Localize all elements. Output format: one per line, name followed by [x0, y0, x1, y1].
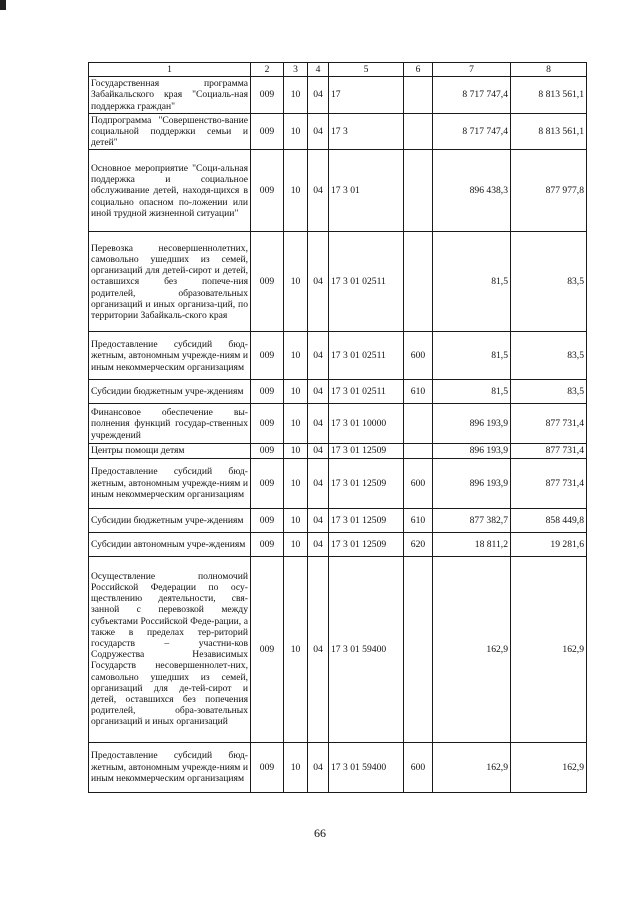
cell-amount-2: 858 449,8	[511, 508, 587, 532]
table-row	[89, 332, 587, 380]
column-header: 5	[329, 63, 404, 77]
table-row	[89, 77, 587, 114]
table-row	[89, 232, 587, 332]
cell-expense-type: 610	[404, 380, 433, 404]
cell-section: 10	[284, 380, 308, 404]
cell-target-article: 17 3 01 02511	[329, 332, 404, 380]
column-header: 3	[284, 63, 308, 77]
cell-amount-1: 896 193,9	[433, 444, 511, 458]
cell-amount-1: 896 193,9	[433, 458, 511, 508]
cell-target-article: 17 3 01 12509	[329, 444, 404, 458]
table-row	[89, 404, 587, 444]
cell-amount-2: 8 813 561,1	[511, 77, 587, 114]
cell-section: 10	[284, 458, 308, 508]
cell-target-article: 17 3 01 12509	[329, 458, 404, 508]
cell-ministry: 009	[251, 232, 284, 332]
cell-section: 10	[284, 508, 308, 532]
cell-target-article: 17 3 01 02511	[329, 380, 404, 404]
cell-amount-2: 162,9	[511, 556, 587, 742]
column-header: 2	[251, 63, 284, 77]
cell-amount-1: 18 811,2	[433, 532, 511, 556]
row-name: Предоставление субсидий бюд-жетным, автономным учрежде-ниям и иным некоммерческим организациям	[89, 742, 251, 792]
row-name: Основное мероприятие "Соци-альная поддержка и социальное обслуживание детей, находя-щихся в социально опасном по-ложении или иной трудной жизненной ситуации"	[89, 150, 251, 232]
cell-subsection: 04	[308, 458, 329, 508]
cell-expense-type: 600	[404, 742, 433, 792]
column-header: 7	[433, 63, 511, 77]
cell-section: 10	[284, 532, 308, 556]
cell-amount-1: 877 382,7	[433, 508, 511, 532]
cell-amount-1: 81,5	[433, 332, 511, 380]
cell-expense-type	[404, 232, 433, 332]
cell-amount-1: 896 438,3	[433, 150, 511, 232]
cell-target-article: 17 3 01 59400	[329, 556, 404, 742]
cell-section: 10	[284, 232, 308, 332]
cell-target-article: 17 3	[329, 113, 404, 150]
cell-subsection: 04	[308, 742, 329, 792]
row-name: Перевозка несовершеннолетних, самовольно ушедших из семей, организаций для детей-сирот и детей, оставшихся без попече-ния родителей, образовательных организаций и иных организа-ций, по территории Забайкаль-ского края	[89, 232, 251, 332]
row-name: Субсидии бюджетным учре-ждениям	[89, 380, 251, 404]
cell-expense-type	[404, 77, 433, 114]
row-name: Субсидии автономным учре-ждениям	[89, 532, 251, 556]
cell-subsection: 04	[308, 232, 329, 332]
cell-subsection: 04	[308, 444, 329, 458]
cell-amount-1: 162,9	[433, 556, 511, 742]
table-row	[89, 458, 587, 508]
cell-ministry: 009	[251, 332, 284, 380]
cell-ministry: 009	[251, 77, 284, 114]
cell-amount-2: 877 731,4	[511, 404, 587, 444]
cell-subsection: 04	[308, 532, 329, 556]
cell-target-article: 17 3 01 12509	[329, 508, 404, 532]
cell-section: 10	[284, 742, 308, 792]
cell-expense-type	[404, 556, 433, 742]
cell-target-article: 17 3 01	[329, 150, 404, 232]
row-name: Предоставление субсидий бюд-жетным, автономным учрежде-ниям и иным некоммерческим организациям	[89, 332, 251, 380]
cell-subsection: 04	[308, 77, 329, 114]
table-row	[89, 556, 587, 742]
cell-section: 10	[284, 444, 308, 458]
cell-amount-2: 19 281,6	[511, 532, 587, 556]
table-row	[89, 380, 587, 404]
row-name: Предоставление субсидий бюд-жетным, автономным учрежде-ниям и иным некоммерческим организациям	[89, 458, 251, 508]
table-row	[89, 113, 587, 150]
cell-amount-2: 83,5	[511, 332, 587, 380]
budget-table	[88, 62, 587, 793]
row-name: Финансовое обеспечение вы-полнения функций государ-ственных учреждений	[89, 404, 251, 444]
row-name: Субсидии бюджетным учре-ждениям	[89, 508, 251, 532]
cell-ministry: 009	[251, 404, 284, 444]
cell-amount-1: 162,9	[433, 742, 511, 792]
cell-amount-2: 83,5	[511, 232, 587, 332]
cell-expense-type: 610	[404, 508, 433, 532]
table-row	[89, 444, 587, 458]
cell-amount-1: 896 193,9	[433, 404, 511, 444]
column-header: 1	[89, 63, 251, 77]
cell-section: 10	[284, 77, 308, 114]
cell-amount-1: 8 717 747,4	[433, 77, 511, 114]
table-header-row	[89, 63, 587, 77]
cell-amount-1: 81,5	[433, 380, 511, 404]
cell-target-article: 17	[329, 77, 404, 114]
table-row	[89, 742, 587, 792]
table-row	[89, 532, 587, 556]
row-name: Государственная программа Забайкальского края "Социаль-ная поддержка граждан"	[89, 77, 251, 114]
cell-ministry: 009	[251, 150, 284, 232]
cell-subsection: 04	[308, 404, 329, 444]
row-name: Центры помощи детям	[89, 444, 251, 458]
cell-amount-2: 8 813 561,1	[511, 113, 587, 150]
cell-amount-2: 162,9	[511, 742, 587, 792]
cell-ministry: 009	[251, 532, 284, 556]
cell-subsection: 04	[308, 150, 329, 232]
cell-subsection: 04	[308, 332, 329, 380]
cell-subsection: 04	[308, 508, 329, 532]
cell-target-article: 17 3 01 59400	[329, 742, 404, 792]
cell-expense-type	[404, 150, 433, 232]
cell-amount-2: 877 731,4	[511, 444, 587, 458]
cell-ministry: 009	[251, 113, 284, 150]
cell-section: 10	[284, 150, 308, 232]
column-header: 6	[404, 63, 433, 77]
cell-amount-2: 877 977,8	[511, 150, 587, 232]
cell-subsection: 04	[308, 380, 329, 404]
cell-amount-1: 81,5	[433, 232, 511, 332]
cell-expense-type: 620	[404, 532, 433, 556]
cell-expense-type: 600	[404, 458, 433, 508]
cell-ministry: 009	[251, 444, 284, 458]
row-name: Осуществление полномочий Российской Федерации по осу-ществлению деятельности, свя-занной с перевозкой между субъектами Российской Феде-рации, а также в пределах тер-риторий государств – участни-ков Содружества Независимых Государств несовершеннолет-них, самовольно ушедших из семей, организаций для де-тей-сирот и детей, оставшихся без попечения родителей, обра-зовательных организаций и иных организаций	[89, 556, 251, 742]
cell-expense-type	[404, 113, 433, 150]
cell-amount-2: 83,5	[511, 380, 587, 404]
cell-ministry: 009	[251, 508, 284, 532]
cell-target-article: 17 3 01 12509	[329, 532, 404, 556]
cell-section: 10	[284, 404, 308, 444]
scan-mark	[0, 0, 6, 10]
page-number: 66	[314, 826, 326, 840]
cell-section: 10	[284, 332, 308, 380]
cell-ministry: 009	[251, 458, 284, 508]
cell-ministry: 009	[251, 380, 284, 404]
cell-expense-type: 600	[404, 332, 433, 380]
cell-expense-type	[404, 444, 433, 458]
cell-ministry: 009	[251, 742, 284, 792]
cell-ministry: 009	[251, 556, 284, 742]
row-name: Подпрограмма "Совершенство-вание социальной поддержки семьи и детей"	[89, 113, 251, 150]
table-row	[89, 150, 587, 232]
cell-section: 10	[284, 113, 308, 150]
cell-target-article: 17 3 01 02511	[329, 232, 404, 332]
cell-amount-1: 8 717 747,4	[433, 113, 511, 150]
cell-target-article: 17 3 01 10000	[329, 404, 404, 444]
cell-amount-2: 877 731,4	[511, 458, 587, 508]
column-header: 4	[308, 63, 329, 77]
cell-subsection: 04	[308, 113, 329, 150]
cell-section: 10	[284, 556, 308, 742]
cell-subsection: 04	[308, 556, 329, 742]
column-header: 8	[511, 63, 587, 77]
cell-expense-type	[404, 404, 433, 444]
table-row	[89, 508, 587, 532]
